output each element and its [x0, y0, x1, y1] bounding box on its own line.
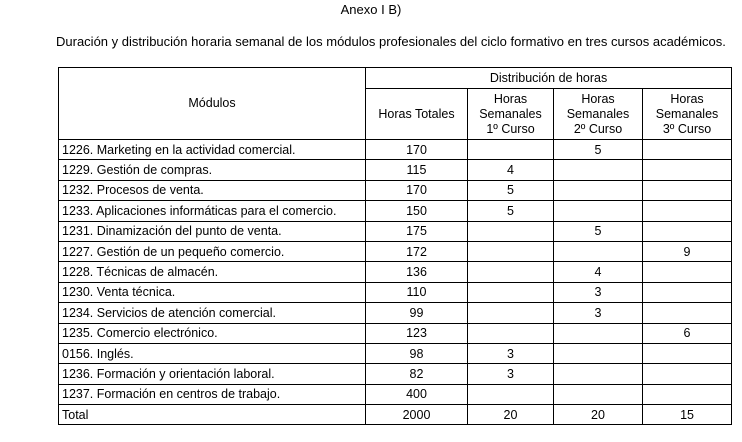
year3-hours-cell	[643, 343, 732, 363]
table-body	[59, 140, 732, 425]
table-row	[59, 241, 732, 261]
table-row	[59, 160, 732, 180]
module-name-cell: 1227. Gestión de un pequeño comercio.	[59, 241, 366, 261]
year2-hours-cell	[554, 343, 643, 363]
year3-hours-cell	[643, 201, 732, 221]
total-hours-cell: 123	[366, 323, 468, 343]
year3-hours-cell: 6	[643, 323, 732, 343]
distribution-header: Distribución de horas	[366, 68, 732, 89]
total-hours-cell: 170	[366, 140, 468, 160]
year3-hours-cell	[643, 364, 732, 384]
total-hours-cell: 172	[366, 241, 468, 261]
year1-hours-cell: 3	[468, 364, 554, 384]
year2-header-line: 2º Curso	[573, 121, 623, 136]
year1-hours-cell	[468, 262, 554, 282]
total-hours-cell: 170	[366, 180, 468, 200]
total-hours-cell: 175	[366, 221, 468, 241]
table-row	[59, 303, 732, 323]
year3-header-line: Horas	[670, 91, 704, 106]
year3-hours-cell: 9	[643, 241, 732, 261]
year1-header-line: Semanales	[479, 106, 542, 121]
annex-title: Anexo I B)	[340, 2, 402, 17]
total-hours-cell: 82	[366, 364, 468, 384]
year1-hours-cell	[468, 303, 554, 323]
year2-header	[554, 89, 643, 140]
year2-hours-cell	[554, 364, 643, 384]
table-row	[59, 180, 732, 200]
module-name-cell: 1231. Dinamización del punto de venta.	[59, 221, 366, 241]
year3-header	[643, 89, 732, 140]
total-hours-header: Horas Totales	[366, 89, 468, 140]
year3-hours-cell	[643, 262, 732, 282]
module-name-cell: 1237. Formación en centros de trabajo.	[59, 384, 366, 404]
year2-hours-cell: 3	[554, 303, 643, 323]
module-name-cell: 1226. Marketing en la actividad comercial.	[59, 140, 366, 160]
table-row	[59, 221, 732, 241]
year1-hours-cell	[468, 323, 554, 343]
year1-hours-cell	[468, 384, 554, 404]
module-name-cell: 1232. Procesos de venta.	[59, 180, 366, 200]
table-row	[59, 262, 732, 282]
year1-header-line: Horas	[493, 91, 528, 106]
year1-hours-cell	[468, 140, 554, 160]
total-hours-cell: 99	[366, 303, 468, 323]
year3-hours-cell	[643, 140, 732, 160]
year2-hours-cell: 5	[554, 140, 643, 160]
year1-hours-cell	[468, 241, 554, 261]
year3-hours-cell	[643, 160, 732, 180]
year3-hours-cell	[643, 180, 732, 200]
total-label-cell: Total	[59, 405, 366, 425]
module-name-cell: 1236. Formación y orientación laboral.	[59, 364, 366, 384]
year1-hours-cell: 5	[468, 180, 554, 200]
table-row	[59, 140, 732, 160]
table-row	[59, 282, 732, 302]
total-hours-cell: 150	[366, 201, 468, 221]
module-name-cell: 1229. Gestión de compras.	[59, 160, 366, 180]
year2-hours-cell: 20	[554, 405, 643, 425]
year3-hours-cell	[643, 303, 732, 323]
document-subtitle: Duración y distribución horaria semanal de los módulos profesionales del ciclo formativo en tres cursos académicos.	[56, 34, 726, 49]
year1-hours-cell: 3	[468, 343, 554, 363]
year3-header-line: 3º Curso	[662, 121, 712, 136]
year1-hours-cell	[468, 221, 554, 241]
total-hours-cell: 98	[366, 343, 468, 363]
year2-hours-cell	[554, 160, 643, 180]
year3-hours-cell: 15	[643, 405, 732, 425]
table-row	[59, 364, 732, 384]
module-name-cell: 1233. Aplicaciones informáticas para el comercio.	[59, 201, 366, 221]
total-hours-cell: 115	[366, 160, 468, 180]
table-row	[59, 384, 732, 404]
total-hours-cell: 2000	[366, 405, 468, 425]
year2-header-line: Horas	[581, 91, 615, 106]
year1-hours-cell: 20	[468, 405, 554, 425]
total-row	[59, 405, 732, 425]
year1-hours-cell: 5	[468, 201, 554, 221]
module-name-cell: 0156. Inglés.	[59, 343, 366, 363]
total-hours-cell: 136	[366, 262, 468, 282]
total-hours-cell: 400	[366, 384, 468, 404]
year1-header	[468, 89, 554, 140]
year2-hours-cell	[554, 384, 643, 404]
year2-hours-cell: 5	[554, 221, 643, 241]
year2-hours-cell	[554, 323, 643, 343]
year2-hours-cell: 4	[554, 262, 643, 282]
table-header	[59, 68, 732, 140]
module-name-cell: 1230. Venta técnica.	[59, 282, 366, 302]
year1-hours-cell	[468, 282, 554, 302]
year3-hours-cell	[643, 282, 732, 302]
table-row	[59, 323, 732, 343]
table-row	[59, 343, 732, 363]
table-row	[59, 201, 732, 221]
module-name-cell: 1235. Comercio electrónico.	[59, 323, 366, 343]
total-hours-cell: 110	[366, 282, 468, 302]
modules-header: Módulos	[59, 68, 366, 140]
year2-hours-cell: 3	[554, 282, 643, 302]
year1-header-line: 1º Curso	[486, 121, 535, 136]
year3-hours-cell	[643, 384, 732, 404]
year2-hours-cell	[554, 241, 643, 261]
year3-hours-cell	[643, 221, 732, 241]
module-name-cell: 1228. Técnicas de almacén.	[59, 262, 366, 282]
year2-header-line: Semanales	[566, 106, 630, 121]
year2-hours-cell	[554, 180, 643, 200]
year2-hours-cell	[554, 201, 643, 221]
module-name-cell: 1234. Servicios de atención comercial.	[59, 303, 366, 323]
year1-hours-cell: 4	[468, 160, 554, 180]
year3-header-line: Semanales	[655, 106, 719, 121]
hours-distribution-table	[58, 67, 732, 425]
